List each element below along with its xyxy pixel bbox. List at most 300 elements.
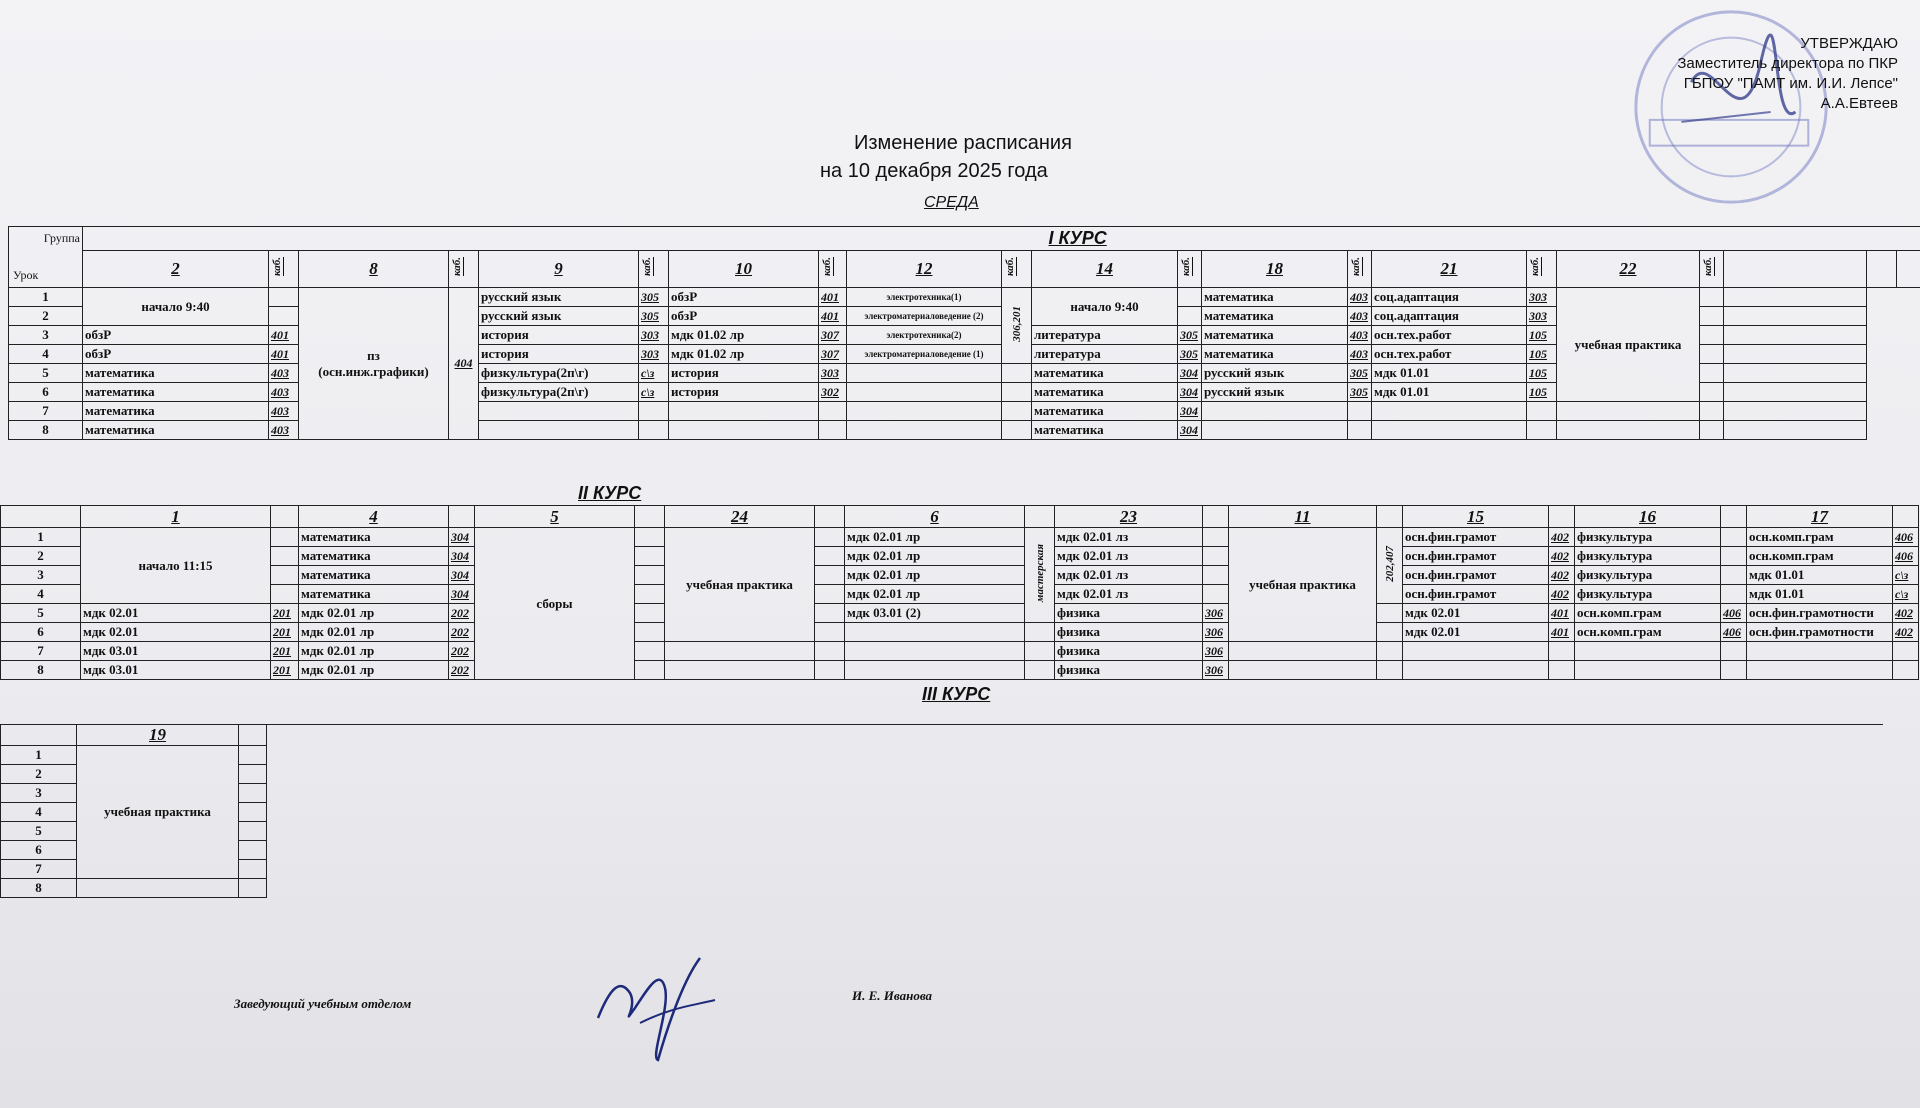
group-16-subject: физкультура <box>1575 528 1721 547</box>
group-9-subject: русский язык <box>479 307 639 326</box>
group-24-kab-header <box>815 506 845 528</box>
course-2-row <box>1 566 1919 585</box>
group-12-subject: электротехника(1) <box>847 288 1002 307</box>
group-23-room <box>1203 566 1229 585</box>
group-1-subject: мдк 03.01 <box>81 661 271 680</box>
group-6-subject <box>845 642 1025 661</box>
group-22-header: 22 <box>1557 250 1700 287</box>
group-16-room: 406 <box>1721 623 1747 642</box>
course-2-row <box>1 661 1919 680</box>
group-1-subject: мдк 03.01 <box>81 642 271 661</box>
course-3-row <box>1 803 1883 822</box>
group-18-room: 305 <box>1348 364 1372 383</box>
group-14-start-time: начало 9:40 <box>1032 288 1178 326</box>
group-21-room: 303 <box>1527 307 1557 326</box>
approval-line-1: УТВЕРЖДАЮ <box>1800 35 1898 52</box>
lesson-number: 4 <box>1 585 81 604</box>
group-2-subject: обзР <box>83 345 269 364</box>
group-11-cell <box>1229 661 1377 680</box>
group-12-room <box>1002 383 1032 402</box>
course-1-spacer-3 <box>1897 250 1920 287</box>
group-23-header: 23 <box>1055 506 1203 528</box>
group-14-room: 304 <box>1178 364 1202 383</box>
lesson-number: 8 <box>1 879 77 898</box>
group-16-kab-header <box>1721 506 1747 528</box>
course-1-spacer <box>1724 402 1867 421</box>
group-8-room: 404 <box>449 288 479 440</box>
course-2-label: II КУРС <box>578 483 642 503</box>
course-1-spacer <box>1724 345 1867 364</box>
group-15-subject: осн.фин.грамот <box>1403 566 1549 585</box>
group-16-subject <box>1575 661 1721 680</box>
kab-label: каб. <box>641 257 653 277</box>
group-18-subject: математика <box>1202 288 1348 307</box>
group-9-room: 305 <box>639 288 669 307</box>
group-15-subject: осн.фин.грамот <box>1403 547 1549 566</box>
group-12-subject <box>847 383 1002 402</box>
group-1-subject: мдк 02.01 <box>81 604 271 623</box>
group-4-room: 202 <box>449 642 475 661</box>
group-17-subject: осн.комп.грам <box>1747 547 1893 566</box>
group-10-room: 302 <box>819 383 847 402</box>
group-9-subject: история <box>479 326 639 345</box>
course-2-row <box>1 623 1919 642</box>
group-4-subject: математика <box>299 566 449 585</box>
group-17-subject: осн.комп.грам <box>1747 528 1893 547</box>
group-22-cell <box>1557 402 1700 421</box>
group-5-room <box>635 566 665 585</box>
group-10-subject <box>669 421 819 440</box>
group-4-subject: мдк 02.01 лр <box>299 604 449 623</box>
group-23-subject: физика <box>1055 642 1203 661</box>
kab-label: каб. <box>451 257 463 277</box>
course-2-table <box>0 505 1919 680</box>
course-3-row <box>1 765 1883 784</box>
group-18-room: 403 <box>1348 288 1372 307</box>
group-15-header: 15 <box>1403 506 1549 528</box>
course-1-spacer <box>1724 250 1867 287</box>
group-14-subject: математика <box>1032 402 1178 421</box>
approval-block <box>1598 34 1898 114</box>
group-4-subject: мдк 02.01 лр <box>299 642 449 661</box>
group-2-start-time: начало 9:40 <box>83 288 269 326</box>
group-15-subject <box>1403 642 1549 661</box>
group-23-room: 306 <box>1203 642 1229 661</box>
group-24-room <box>815 566 845 585</box>
group-22-room <box>1700 326 1724 345</box>
group-11-room <box>1377 642 1403 661</box>
group-6-subject: мдк 02.01 лр <box>845 585 1025 604</box>
group-5-room <box>635 642 665 661</box>
group-10-room <box>819 421 847 440</box>
group-1-room: 201 <box>271 604 299 623</box>
group-11-room <box>1377 528 1403 604</box>
group-9-room: 303 <box>639 326 669 345</box>
group-22-room <box>1700 421 1724 440</box>
group-11-room <box>1377 661 1403 680</box>
group-15-subject: осн.фин.грамот <box>1403 528 1549 547</box>
group-22-room <box>1700 402 1724 421</box>
group-8-text: пз <box>367 347 380 363</box>
group-10-room: 307 <box>819 345 847 364</box>
group-10-room: 401 <box>819 288 847 307</box>
group-4-room: 202 <box>449 661 475 680</box>
group-17-subject: осн.фин.грамотности <box>1747 604 1893 623</box>
group-12-header: 12 <box>847 250 1002 287</box>
group-15-room: 402 <box>1549 528 1575 547</box>
group-8-cell <box>299 288 449 440</box>
lesson-number: 1 <box>9 288 83 307</box>
group-23-kab-header <box>1203 506 1229 528</box>
group-2-room: 403 <box>269 383 299 402</box>
group-16-room <box>1721 547 1747 566</box>
group-4-subject: математика <box>299 528 449 547</box>
lesson-number: 2 <box>9 307 83 326</box>
lesson-number: 6 <box>1 623 81 642</box>
group-12-room <box>1002 402 1032 421</box>
group-21-subject: соц.адаптация <box>1372 288 1527 307</box>
group-1-kab-header <box>271 506 299 528</box>
group-17-kab-header <box>1893 506 1919 528</box>
group-19-header: 19 <box>77 725 239 746</box>
course-3-corner <box>1 725 77 746</box>
group-24-room <box>815 604 845 623</box>
group-23-room: 306 <box>1203 604 1229 623</box>
group-18-header: 18 <box>1202 250 1348 287</box>
group-18-subject <box>1202 402 1348 421</box>
approval-line-2: Заместитель директора по ПКР <box>1677 55 1898 72</box>
group-17-subject <box>1747 661 1893 680</box>
group-22-room <box>1700 288 1724 307</box>
group-16-room <box>1721 528 1747 547</box>
group-6-room <box>1025 642 1055 661</box>
group-12-room-text: 306,201 <box>1010 305 1023 342</box>
group-10-room: 303 <box>819 364 847 383</box>
lesson-number: 7 <box>1 860 77 879</box>
course-2-row <box>1 547 1919 566</box>
group-5-room <box>635 623 665 642</box>
group-4-room: 304 <box>449 528 475 547</box>
group-8-kab-header <box>449 250 479 287</box>
kab-label: каб. <box>1529 257 1541 277</box>
group-18-kab-header <box>1348 250 1372 287</box>
group-9-room <box>639 421 669 440</box>
group-21-room: 303 <box>1527 288 1557 307</box>
kab-label: каб. <box>1702 257 1714 277</box>
group-17-room: 406 <box>1893 547 1919 566</box>
group-14-room <box>1178 288 1202 307</box>
group-14-room <box>1178 307 1202 326</box>
group-21-subject: мдк 01.01 <box>1372 364 1527 383</box>
group-11-cell <box>1229 642 1377 661</box>
group-16-room: 406 <box>1721 604 1747 623</box>
group-2-subject: математика <box>83 383 269 402</box>
group-12-subject: электроматериаловедение (1) <box>847 345 1002 364</box>
group-17-subject: мдк 01.01 <box>1747 585 1893 604</box>
course-3-row <box>1 822 1883 841</box>
group-21-room: 105 <box>1527 364 1557 383</box>
group-1-room <box>271 528 299 547</box>
group-22-room <box>1700 383 1724 402</box>
course-3-row <box>1 784 1883 803</box>
group-8-header: 8 <box>299 250 449 287</box>
lesson-number: 2 <box>1 547 81 566</box>
group-23-subject: физика <box>1055 604 1203 623</box>
lesson-number: 8 <box>9 421 83 440</box>
group-14-subject: математика <box>1032 421 1178 440</box>
group-15-subject: осн.фин.грамот <box>1403 585 1549 604</box>
group-5-room <box>635 661 665 680</box>
group-4-room: 202 <box>449 604 475 623</box>
lesson-number: 8 <box>1 661 81 680</box>
group-24-room <box>815 661 845 680</box>
group-21-room: 105 <box>1527 345 1557 364</box>
course-1-spacer-2 <box>1867 250 1897 287</box>
group-9-room: 303 <box>639 345 669 364</box>
group-16-subject: осн.комп.грам <box>1575 604 1721 623</box>
lesson-number: 5 <box>1 822 77 841</box>
course-1-row <box>9 421 1920 440</box>
group-23-room <box>1203 528 1229 547</box>
group-6-room <box>1025 661 1055 680</box>
group-5-room <box>635 604 665 623</box>
group-23-room: 306 <box>1203 661 1229 680</box>
group-9-subject: русский язык <box>479 288 639 307</box>
group-1-room: 201 <box>271 661 299 680</box>
group-14-subject: литература <box>1032 326 1178 345</box>
group-2-room: 401 <box>269 326 299 345</box>
document-title: Изменение расписания <box>854 132 1072 154</box>
kab-label: каб. <box>821 257 833 277</box>
group-6-room <box>1025 528 1055 623</box>
group-19-room <box>239 860 267 879</box>
group-9-subject <box>479 421 639 440</box>
group-2-subject: математика <box>83 421 269 440</box>
group-23-room-text: 202,407 <box>1383 545 1396 582</box>
group-4-room: 304 <box>449 566 475 585</box>
group-9-room <box>639 402 669 421</box>
group-11-room <box>1377 623 1403 642</box>
group-22-kab-header <box>1700 250 1724 287</box>
group-6-header: 6 <box>845 506 1025 528</box>
group-1-room: 201 <box>271 642 299 661</box>
group-19-room <box>239 841 267 860</box>
group-24-room <box>815 585 845 604</box>
group-1-subject: мдк 02.01 <box>81 623 271 642</box>
group-14-subject: математика <box>1032 364 1178 383</box>
course-1-spacer <box>1724 421 1867 440</box>
group-2-room: 403 <box>269 364 299 383</box>
group-2-kab-header <box>269 250 299 287</box>
group-6-subject: мдк 02.01 лр <box>845 528 1025 547</box>
group-24-room <box>815 642 845 661</box>
group-6-subject: мдк 03.01 (2) <box>845 604 1025 623</box>
course-3-row <box>1 841 1883 860</box>
group-10-subject: мдк 01.02 лр <box>669 345 819 364</box>
footer-position: Заведующий учебным отделом <box>234 996 412 1011</box>
group-18-room <box>1348 421 1372 440</box>
group-15-subject: мдк 02.01 <box>1403 604 1549 623</box>
course-1-label: I КУРС <box>1048 227 1107 248</box>
group-11-room <box>1377 604 1403 623</box>
group-17-room: с\з <box>1893 585 1919 604</box>
kab-label: каб. <box>271 257 283 277</box>
group-23-subject: мдк 02.01 лз <box>1055 528 1203 547</box>
group-18-room: 403 <box>1348 345 1372 364</box>
group-11-cell: учебная практика <box>1229 528 1377 642</box>
group-12-subject: электроматериаловедение (2) <box>847 307 1002 326</box>
group-16-subject: физкультура <box>1575 566 1721 585</box>
group-18-subject: математика <box>1202 345 1348 364</box>
group-9-room: с\з <box>639 364 669 383</box>
group-9-subject: физкультура(2п\г) <box>479 364 639 383</box>
group-9-subject: история <box>479 345 639 364</box>
group-18-room <box>1348 402 1372 421</box>
group-22-room <box>1700 307 1724 326</box>
group-10-subject: обзР <box>669 307 819 326</box>
group-2-room <box>269 307 299 326</box>
group-14-subject: литература <box>1032 345 1178 364</box>
group-16-subject <box>1575 642 1721 661</box>
group-16-header: 16 <box>1575 506 1721 528</box>
group-2-subject: математика <box>83 364 269 383</box>
group-15-room: 402 <box>1549 585 1575 604</box>
group-17-header: 17 <box>1747 506 1893 528</box>
group-14-header: 14 <box>1032 250 1178 287</box>
group-24-room <box>815 623 845 642</box>
group-4-subject: математика <box>299 547 449 566</box>
group-9-subject: физкультура(2п\г) <box>479 383 639 402</box>
group-4-subject: мдк 02.01 лр <box>299 661 449 680</box>
approval-line-4: А.А.Евтеев <box>1820 95 1898 112</box>
course-1-spacer <box>1724 383 1867 402</box>
group-21-subject: осн.тех.работ <box>1372 326 1527 345</box>
group-23-room: 306 <box>1203 623 1229 642</box>
group-12-subject: электротехника(2) <box>847 326 1002 345</box>
lesson-number: 4 <box>9 345 83 364</box>
lesson-number: 2 <box>1 765 77 784</box>
group-15-subject <box>1403 661 1549 680</box>
approval-line-3: ГБПОУ "ПАМТ им. И.И. Лепсе" <box>1683 75 1898 92</box>
group-9-header: 9 <box>479 250 639 287</box>
group-17-room: 402 <box>1893 623 1919 642</box>
group-17-subject: мдк 01.01 <box>1747 566 1893 585</box>
group-23-room <box>1203 585 1229 604</box>
handwritten-signature <box>590 948 720 1068</box>
group-14-room: 304 <box>1178 421 1202 440</box>
group-12-room <box>1002 364 1032 383</box>
group-6-room <box>1025 623 1055 642</box>
group-17-subject: осн.фин.грамотности <box>1747 623 1893 642</box>
group-6-subject: мдк 02.01 лр <box>845 566 1025 585</box>
course-3-empty-area <box>267 725 1883 746</box>
group-19-room <box>239 784 267 803</box>
group-18-subject: русский язык <box>1202 364 1348 383</box>
group-4-room: 304 <box>449 547 475 566</box>
lesson-number: 7 <box>9 402 83 421</box>
group-17-room: 402 <box>1893 604 1919 623</box>
group-23-subject: мдк 02.01 лз <box>1055 585 1203 604</box>
group-14-room: 305 <box>1178 326 1202 345</box>
group-14-room: 304 <box>1178 402 1202 421</box>
group-16-subject: физкультура <box>1575 585 1721 604</box>
group-10-room: 307 <box>819 326 847 345</box>
course-1-banner <box>83 227 1920 251</box>
group-19-room <box>239 879 267 898</box>
course-1-spacer <box>1724 288 1867 307</box>
group-15-room <box>1549 661 1575 680</box>
group-5-header: 5 <box>475 506 635 528</box>
group-10-subject <box>669 402 819 421</box>
lesson-number: 5 <box>9 364 83 383</box>
group-19-room <box>239 822 267 841</box>
group-24-cell: учебная практика <box>665 528 815 642</box>
group-2-room: 403 <box>269 421 299 440</box>
group-14-subject: математика <box>1032 383 1178 402</box>
group-12-subject <box>847 421 1002 440</box>
group-14-kab-header <box>1178 250 1202 287</box>
lesson-number: 6 <box>9 383 83 402</box>
group-9-room: с\з <box>639 383 669 402</box>
group-17-room: 406 <box>1893 528 1919 547</box>
group-4-subject: мдк 02.01 лр <box>299 623 449 642</box>
group-10-subject: история <box>669 364 819 383</box>
group-24-room <box>815 528 845 547</box>
group-21-room: 105 <box>1527 383 1557 402</box>
group-6-subject <box>845 661 1025 680</box>
course-1-spacer <box>1724 326 1867 345</box>
group-11-header: 11 <box>1229 506 1377 528</box>
group-1-room <box>271 585 299 604</box>
group-5-cell: сборы <box>475 528 635 680</box>
group-19-room <box>239 803 267 822</box>
group-10-room: 401 <box>819 307 847 326</box>
course-3-label: III КУРС <box>922 684 991 704</box>
group-24-header: 24 <box>665 506 815 528</box>
lesson-number: 3 <box>9 326 83 345</box>
group-1-start-time: начало 11:15 <box>81 528 271 604</box>
group-5-kab-header <box>635 506 665 528</box>
lesson-number: 3 <box>1 566 81 585</box>
footer-signer-name: И. Е. Иванова <box>852 988 933 1003</box>
group-21-room: 105 <box>1527 326 1557 345</box>
group-21-subject <box>1372 421 1527 440</box>
group-24-room <box>815 547 845 566</box>
group-16-room <box>1721 642 1747 661</box>
group-12-room <box>1002 421 1032 440</box>
group-5-room <box>635 528 665 547</box>
course-2-row <box>1 642 1919 661</box>
group-12-subject <box>847 364 1002 383</box>
group-10-kab-header <box>819 250 847 287</box>
group-15-kab-header <box>1549 506 1575 528</box>
group-4-subject: математика <box>299 585 449 604</box>
group-22-cell <box>1557 421 1700 440</box>
group-9-kab-header <box>639 250 669 287</box>
course-2-row <box>1 604 1919 623</box>
group-12-kab-header <box>1002 250 1032 287</box>
group-18-subject: математика <box>1202 307 1348 326</box>
group-22-cell: учебная практика <box>1557 288 1700 402</box>
group-17-room <box>1893 642 1919 661</box>
group-16-room <box>1721 566 1747 585</box>
lesson-number: 3 <box>1 784 77 803</box>
group-14-room: 304 <box>1178 383 1202 402</box>
group-2-room <box>269 288 299 307</box>
lesson-number: 1 <box>1 528 81 547</box>
group-12-subject <box>847 402 1002 421</box>
group-4-room: 202 <box>449 623 475 642</box>
